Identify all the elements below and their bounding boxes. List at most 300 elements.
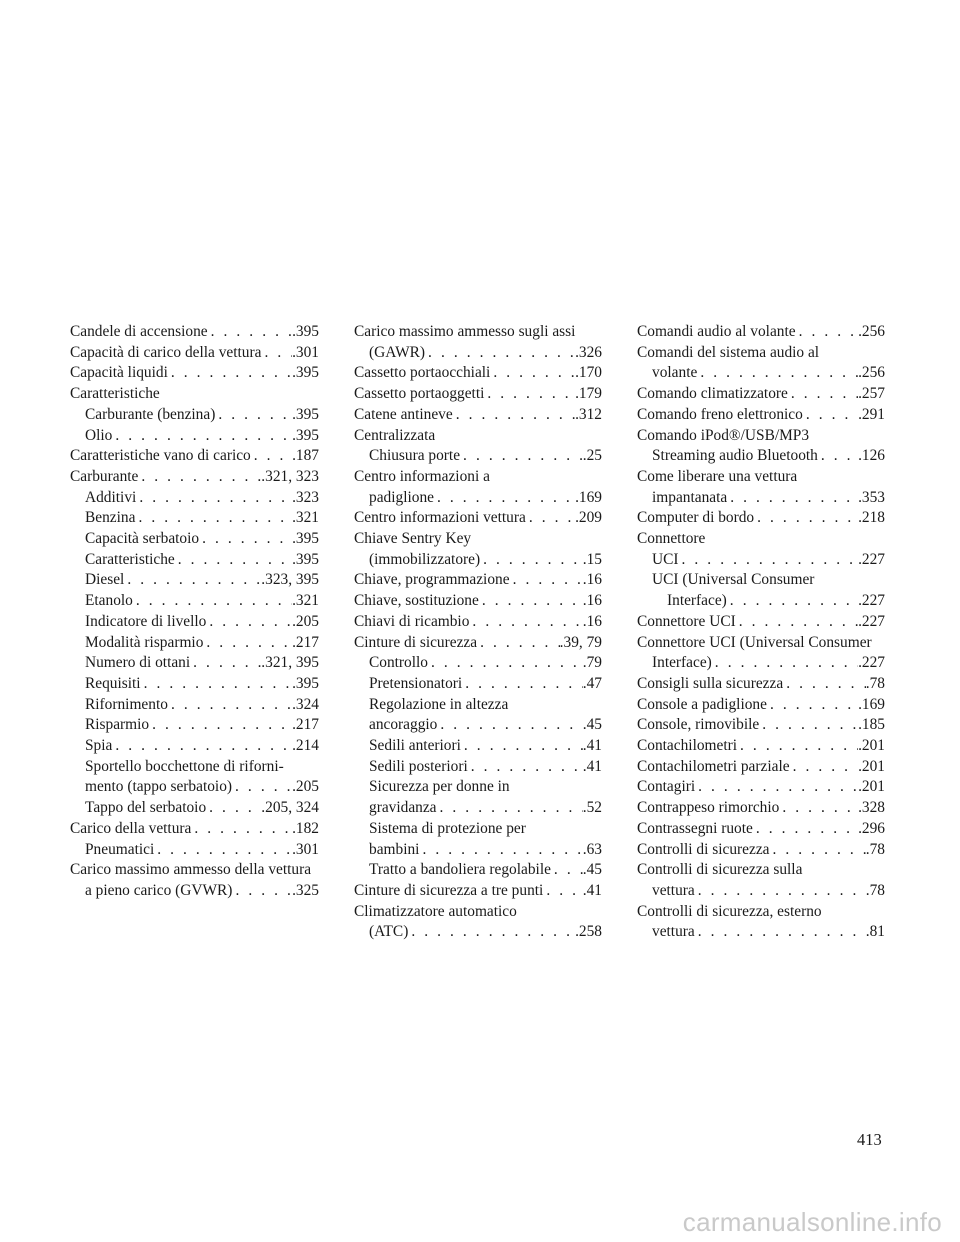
- page-reference: .395: [292, 364, 319, 382]
- leader-dots: [510, 570, 583, 591]
- leader-dots: [695, 881, 866, 902]
- index-entry: [637, 715, 885, 736]
- index-entry: [354, 777, 602, 818]
- leader-dots: [727, 488, 858, 509]
- index-entry: [70, 467, 319, 488]
- index-term: volante: [652, 364, 698, 382]
- index-term: Interface): [652, 654, 712, 672]
- leader-dots: [133, 591, 292, 612]
- page-reference: .325: [292, 881, 319, 899]
- index-entry: [354, 426, 602, 447]
- index-term: Sicurezza per donne in: [369, 778, 510, 796]
- index-entry: [637, 322, 885, 343]
- index-term: Streaming audio Bluetooth: [652, 447, 818, 465]
- index-entry: [354, 695, 602, 736]
- index-entry: [354, 529, 602, 570]
- leader-dots: [419, 840, 582, 861]
- leader-dots: [168, 363, 292, 384]
- index-term: Chiave, sostituzione: [354, 592, 479, 610]
- index-term: Capacità serbatoio: [85, 530, 200, 548]
- index-term: Chiavi di ricambio: [354, 612, 470, 630]
- page-reference: .324: [292, 695, 319, 713]
- leader-dots: [112, 736, 292, 757]
- leader-dots: [697, 363, 858, 384]
- leader-dots: [232, 777, 292, 798]
- index-entry: [354, 322, 602, 363]
- index-term: Carico massimo ammesso sugli assi: [354, 323, 576, 340]
- index-term: (immobilizzatore): [369, 550, 481, 568]
- index-term: Chiave, programmazione: [354, 571, 510, 589]
- index-term: Centralizzata: [354, 426, 436, 444]
- leader-dots: [695, 922, 866, 943]
- index-entry: [637, 508, 885, 529]
- index-entry: [637, 384, 885, 405]
- index-term: vettura: [652, 881, 695, 899]
- index-entry: [70, 757, 319, 798]
- index-term: UCI (Universal Consumer: [652, 571, 815, 589]
- index-term: Pneumatici: [85, 840, 155, 858]
- index-entry: [354, 508, 602, 529]
- page-reference: .217: [292, 716, 319, 734]
- page-reference: .16: [582, 612, 602, 630]
- leader-dots: [779, 798, 858, 819]
- page-reference: .63: [582, 840, 602, 858]
- page-reference: .301: [292, 343, 319, 361]
- page-reference: .256: [858, 364, 885, 382]
- index-entry: [637, 405, 885, 426]
- page-reference: .321, 323: [261, 467, 319, 485]
- page-reference: .326: [575, 343, 602, 361]
- leader-dots: [136, 488, 292, 509]
- index-term: Indicatore di livello: [85, 612, 207, 630]
- page-reference: .296: [858, 819, 885, 837]
- index-term: impantanata: [652, 488, 728, 506]
- index-entry: [354, 757, 602, 778]
- leader-dots: [461, 736, 583, 757]
- leader-dots: [790, 757, 859, 778]
- leader-dots: [469, 612, 582, 633]
- page-reference: .39, 79: [559, 633, 602, 651]
- leader-dots: [124, 570, 261, 591]
- leader-dots: [425, 343, 575, 364]
- page-reference: .179: [575, 385, 602, 403]
- index-term: Consigli sulla sicurezza: [637, 674, 784, 692]
- leader-dots: [215, 405, 292, 426]
- index-entry: [354, 736, 602, 757]
- leader-dots: [261, 343, 292, 364]
- index-entry: [70, 405, 319, 426]
- index-term: Comandi audio al volante: [637, 323, 796, 340]
- page-reference: .81: [865, 923, 885, 941]
- leader-dots: [154, 840, 292, 861]
- index-term: Sedili posteriori: [369, 757, 468, 775]
- index-entry: [637, 777, 885, 798]
- leader-dots: [251, 446, 292, 467]
- page-reference: .323: [292, 488, 319, 506]
- index-term: Connettore UCI: [637, 612, 736, 630]
- page-reference: .227: [858, 654, 885, 672]
- leader-dots: [737, 736, 858, 757]
- index-entry: [70, 550, 319, 571]
- index-entry: [637, 695, 885, 716]
- index-entry: [637, 840, 885, 861]
- index-entry: [70, 384, 319, 405]
- index-entry: [70, 653, 319, 674]
- index-term: Cassetto portaoggetti: [354, 385, 485, 403]
- leader-dots: [480, 550, 583, 571]
- index-term: Computer di bordo: [637, 509, 755, 527]
- index-term: Rifornimento: [85, 695, 168, 713]
- index-entry: [637, 612, 885, 633]
- page-reference: .15: [582, 550, 602, 568]
- index-term: gravidanza: [369, 799, 437, 817]
- index-entry: [354, 446, 602, 467]
- page-reference: .217: [292, 633, 319, 651]
- page-reference: .214: [292, 737, 319, 755]
- page-reference: .395: [292, 405, 319, 423]
- leader-dots: [203, 633, 292, 654]
- leader-dots: [206, 612, 292, 633]
- page-reference: .321: [292, 509, 319, 527]
- index-entry: [637, 570, 885, 611]
- page-reference: .312: [575, 405, 602, 423]
- page-reference: .169: [858, 695, 885, 713]
- page-reference: .227: [858, 592, 885, 610]
- page-reference: .395: [292, 550, 319, 568]
- index-entry: [354, 860, 602, 881]
- leader-dots: [783, 674, 866, 695]
- page-reference: .353: [858, 488, 885, 506]
- index-entry: [637, 736, 885, 757]
- index-term: Additivi: [85, 488, 137, 506]
- index-term: (GAWR): [369, 343, 426, 361]
- leader-dots: [462, 674, 583, 695]
- index-term: Tappo del serbatoio: [85, 799, 207, 817]
- leader-dots: [490, 363, 575, 384]
- page-reference: .52: [582, 799, 602, 817]
- leader-dots: [135, 508, 292, 529]
- leader-dots: [206, 798, 261, 819]
- leader-dots: [138, 467, 261, 488]
- index-term: Sedili anteriori: [369, 737, 461, 755]
- index-term: padiglione: [369, 488, 434, 506]
- index-term: Caratteristiche vano di carico: [70, 447, 251, 465]
- page-reference: .78: [865, 840, 885, 858]
- index-term: Diesel: [85, 571, 125, 589]
- index-entry: [637, 674, 885, 695]
- page-reference: .205: [292, 778, 319, 796]
- leader-dots: [208, 322, 292, 343]
- index-term: a pieno carico (GVWR): [85, 881, 233, 899]
- leader-dots: [736, 612, 858, 633]
- index-entry: [70, 322, 319, 343]
- index-entry: [70, 819, 319, 840]
- leader-dots: [408, 922, 575, 943]
- index-entry: [70, 860, 319, 901]
- index-term: Carburante: [70, 467, 139, 485]
- page-reference: .395: [292, 530, 319, 548]
- index-term: Numero di ottani: [85, 654, 191, 672]
- page-reference: .79: [582, 654, 602, 672]
- index-term: mento (tappo serbatoio): [85, 778, 233, 796]
- watermark[interactable]: carmanualsonline.info: [682, 1207, 942, 1237]
- page-reference: .395: [292, 426, 319, 444]
- leader-dots: [175, 550, 292, 571]
- page-reference: .257: [858, 385, 885, 403]
- leader-dots: [818, 446, 858, 467]
- index-entry: [70, 529, 319, 550]
- leader-dots: [168, 695, 292, 716]
- leader-dots: [479, 591, 583, 612]
- index-term: Caratteristiche: [85, 550, 175, 568]
- leader-dots: [191, 819, 292, 840]
- index-term: Carburante (benzina): [85, 405, 216, 423]
- index-term: Sistema di protezione per: [369, 819, 526, 837]
- leader-dots: [460, 446, 583, 467]
- index-entry: [354, 467, 602, 508]
- index-term: Modalità risparmio: [85, 633, 204, 651]
- index-term: Connettore: [637, 530, 706, 548]
- page-reference: .25: [582, 447, 602, 465]
- page-reference: .201: [858, 757, 885, 775]
- index-term: Chiusura porte: [369, 447, 461, 465]
- index-entry: [637, 426, 885, 467]
- page-reference: .321, 395: [261, 654, 319, 672]
- index-term: Carico della vettura: [70, 819, 192, 837]
- page-reference: .395: [292, 674, 319, 692]
- index-term: Olio: [85, 426, 113, 444]
- leader-dots: [526, 508, 575, 529]
- page-reference: .291: [858, 405, 885, 423]
- page-reference: .328: [858, 799, 885, 817]
- index-entry: [354, 881, 602, 902]
- index-term: Carico massimo ammesso della vettura: [70, 861, 312, 879]
- leader-dots: [199, 529, 292, 550]
- index-term: Controlli di sicurezza, esterno: [637, 902, 822, 920]
- index-entry: [70, 715, 319, 736]
- leader-dots: [767, 695, 858, 716]
- index-entry: [637, 757, 885, 778]
- index-term: Chiave Sentry Key: [354, 530, 472, 548]
- leader-dots: [484, 384, 575, 405]
- page-reference: .205: [292, 612, 319, 630]
- index-entry: [70, 695, 319, 716]
- index-term: Contrassegni ruote: [637, 819, 753, 837]
- page-reference: .41: [582, 881, 602, 899]
- index-term: Cassetto portaocchiali: [354, 364, 491, 382]
- page-reference: .182: [292, 819, 319, 837]
- index-entry: [70, 488, 319, 509]
- index-term: Tratto a bandoliera regolabile: [369, 861, 551, 879]
- index-term: Climatizzatore automatico: [354, 902, 517, 920]
- index-entry: [637, 633, 885, 674]
- index-entry: [637, 860, 885, 901]
- page-reference: .258: [575, 923, 602, 941]
- index-term: Centro informazioni vettura: [354, 509, 526, 527]
- index-term: Etanolo: [85, 592, 133, 610]
- index-entry: [70, 446, 319, 467]
- index-term: Come liberare una vettura: [637, 467, 798, 485]
- page-reference: .126: [858, 447, 885, 465]
- page-reference: .45: [582, 861, 602, 879]
- index-term: Pretensionatori: [369, 674, 463, 692]
- leader-dots: [679, 550, 859, 571]
- page-reference: .45: [582, 716, 602, 734]
- page-reference: .321: [292, 592, 319, 610]
- page-reference: .169: [575, 488, 602, 506]
- leader-dots: [112, 426, 292, 447]
- index-entry: [70, 736, 319, 757]
- index-entry: [70, 798, 319, 819]
- index-entry: [70, 633, 319, 654]
- index-term: Controlli di sicurezza sulla: [637, 861, 803, 879]
- index-term: ancoraggio: [369, 716, 438, 734]
- page-reference: .227: [858, 612, 885, 630]
- index-entry: [637, 798, 885, 819]
- index-entry: [354, 633, 602, 654]
- page-reference: .256: [858, 323, 885, 340]
- index-entry: [637, 343, 885, 384]
- index-term: Controlli di sicurezza: [637, 840, 770, 858]
- leader-dots: [754, 508, 858, 529]
- index-term: Capacità di carico della vettura: [70, 343, 262, 361]
- index-term: UCI: [652, 550, 679, 568]
- leader-dots: [468, 757, 583, 778]
- index-term: Contachilometri: [637, 737, 738, 755]
- page-reference: .323, 395: [261, 571, 319, 589]
- leader-dots: [434, 488, 575, 509]
- index-entry: [70, 363, 319, 384]
- leader-dots: [149, 715, 292, 736]
- index-column-2: [354, 322, 602, 943]
- index-entry: [637, 529, 885, 550]
- index-entry: [70, 591, 319, 612]
- page-reference: .301: [292, 840, 319, 858]
- index-term: vettura: [652, 923, 695, 941]
- leader-dots: [727, 591, 858, 612]
- page-reference: .201: [858, 737, 885, 755]
- index-entry: [354, 902, 602, 943]
- index-column-1: [70, 322, 319, 902]
- leader-dots: [803, 405, 858, 426]
- index-entry: [70, 426, 319, 447]
- leader-dots: [437, 798, 583, 819]
- index-term: Controllo: [369, 654, 428, 672]
- index-term: Risparmio: [85, 716, 150, 734]
- page-reference: .41: [582, 737, 602, 755]
- index-entry: [354, 591, 602, 612]
- page-reference: .218: [858, 509, 885, 527]
- index-term: Regolazione in altezza: [369, 695, 509, 713]
- index-term: Cinture di sicurezza a tre punti: [354, 881, 544, 899]
- index-term: Interface): [667, 592, 727, 610]
- page-reference: .170: [575, 364, 602, 382]
- index-entry: [637, 902, 885, 943]
- index-entry: [70, 612, 319, 633]
- index-term: Comando climatizzatore: [637, 385, 788, 403]
- page-reference: .395: [292, 323, 319, 340]
- index-term: Comando freno elettronico: [637, 405, 803, 423]
- page-reference: .78: [865, 674, 885, 692]
- index-term: Sportello bocchettone di riforni-: [85, 757, 284, 775]
- index-entry: [354, 570, 602, 591]
- leader-dots: [753, 819, 858, 840]
- index-term: Catene antineve: [354, 405, 453, 423]
- index-entry: [637, 550, 885, 571]
- leader-dots: [551, 860, 583, 881]
- leader-dots: [232, 881, 292, 902]
- index-entry: [354, 363, 602, 384]
- leader-dots: [712, 653, 858, 674]
- index-entry: [354, 653, 602, 674]
- page-reference: .201: [858, 778, 885, 796]
- index-term: Console, rimovibile: [637, 716, 760, 734]
- page-reference: .16: [582, 592, 602, 610]
- index-entry: [354, 819, 602, 860]
- leader-dots: [141, 674, 292, 695]
- index-term: Connettore UCI (Universal Consumer: [637, 633, 872, 651]
- index-term: Contrappeso rimorchio: [637, 799, 780, 817]
- index-term: Caratteristiche: [70, 385, 160, 403]
- index-entry: [70, 343, 319, 364]
- index-column-3: [637, 322, 885, 943]
- index-entry: [70, 570, 319, 591]
- index-entry: [354, 405, 602, 426]
- leader-dots: [796, 322, 858, 343]
- index-term: Candele di accensione: [70, 323, 208, 340]
- index-term: Console a padiglione: [637, 695, 767, 713]
- page-reference: .78: [865, 881, 885, 899]
- index-term: Contachilometri parziale: [637, 757, 790, 775]
- leader-dots: [428, 653, 583, 674]
- page-reference: .187: [292, 447, 319, 465]
- index-term: Benzina: [85, 509, 136, 527]
- index-entry: [354, 384, 602, 405]
- leader-dots: [788, 384, 858, 405]
- page-number: 413: [857, 1130, 882, 1149]
- page-reference: .227: [858, 550, 885, 568]
- index-term: Comandi del sistema audio al: [637, 343, 820, 361]
- index-term: Comando iPod®/USB/MP3: [637, 426, 810, 444]
- index-term: Cinture di sicurezza: [354, 633, 478, 651]
- index-term: Centro informazioni a: [354, 467, 490, 485]
- index-entry: [637, 467, 885, 508]
- page-reference: .16: [582, 571, 602, 589]
- index-term: Spia: [85, 737, 113, 755]
- page-reference: .47: [582, 674, 602, 692]
- index-term: Requisiti: [85, 674, 141, 692]
- page-reference: .41: [582, 757, 602, 775]
- index-entry: [70, 674, 319, 695]
- leader-dots: [437, 715, 582, 736]
- leader-dots: [695, 777, 858, 798]
- index-term: bambini: [369, 840, 420, 858]
- index-term: (ATC): [369, 923, 409, 941]
- index-entry: [354, 674, 602, 695]
- leader-dots: [759, 715, 858, 736]
- page-reference: .185: [858, 716, 885, 734]
- index-term: Capacità liquidi: [70, 364, 168, 382]
- index-entry: [637, 819, 885, 840]
- leader-dots: [453, 405, 575, 426]
- index-entry: [70, 840, 319, 861]
- index-entry: [70, 508, 319, 529]
- leader-dots: [477, 633, 560, 654]
- page-reference: .205, 324: [261, 799, 319, 817]
- index-term: Contagiri: [637, 778, 696, 796]
- leader-dots: [543, 881, 582, 902]
- index-entry: [354, 612, 602, 633]
